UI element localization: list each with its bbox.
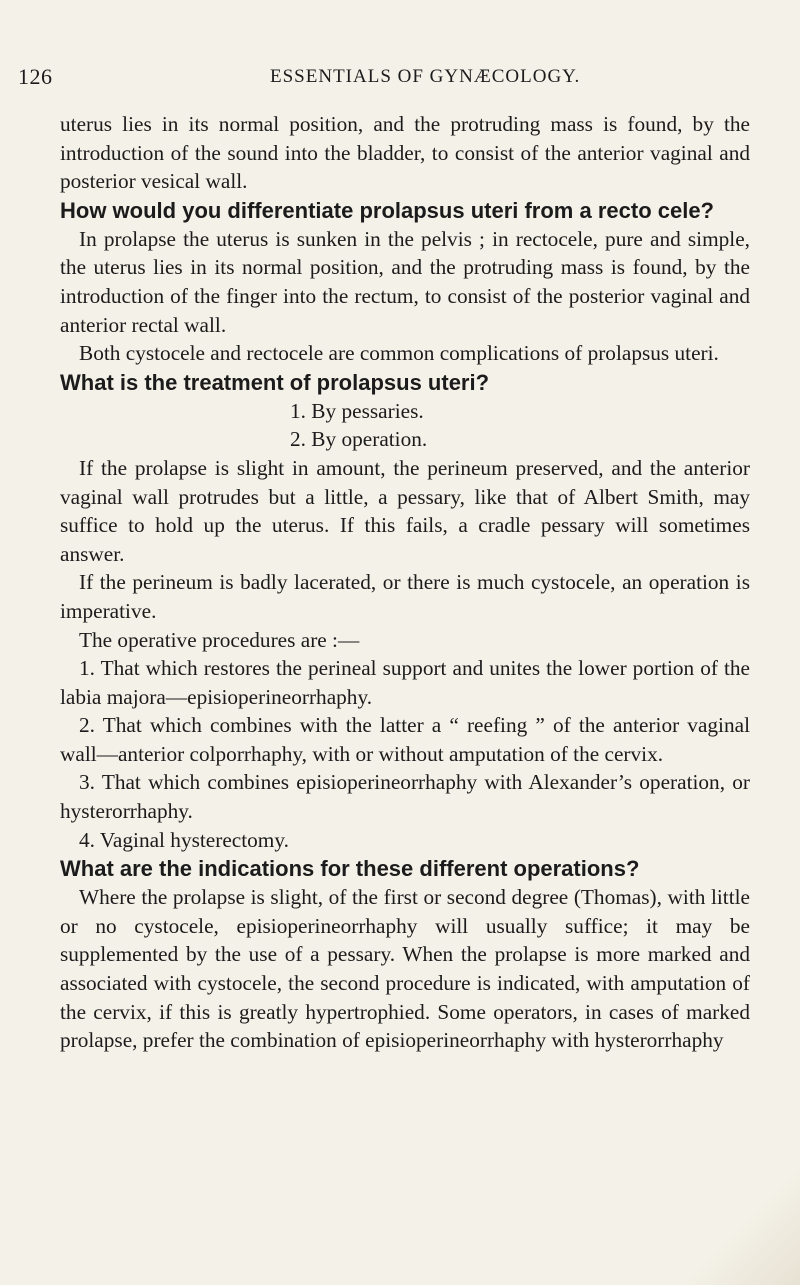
page-number: 126 — [18, 64, 53, 89]
question-heading: How would you differentiate prolapsus uteri from a recto cele? — [60, 197, 714, 223]
list-item: 1. That which restores the perineal support and unites the lower portion of the labia majora—episioperineorrhaphy. — [60, 656, 750, 709]
paragraph: In prolapse the uterus is sunken in the pelvis ; in rectocele, pure and simple, the uterus lies in its normal position, and the protruding mass is found, by the introduction of the finger into the rectum, to consist of the posterior vaginal and anterior rectal wall. — [60, 226, 750, 337]
list-item: 1. By pessaries. — [290, 398, 424, 423]
paragraph: Where the prolapse is slight, of the first or second degree (Thomas), with little or no cystocele, episioperineorrhaphy will usually suffice; it may be supplemented by the use of a pessary. When the prolapse is more marked and associated with cystocele, the second procedure is indicated, with amputation of the cervix, if this is greatly hypertrophied. Some operators, in cases of marked prolapse, prefer the combination of episioperineorrhaphy with hysterorrhaphy — [60, 885, 750, 1053]
page-shadow — [680, 1165, 800, 1285]
paragraph: The operative procedures are :— — [79, 627, 360, 652]
paragraph: If the prolapse is slight in amount, the perineum preserved, and the anterior vaginal wall protrudes but a little, a pessary, like that of Albert Smith, may suffice to hold up the uterus. If this fails, a cradle pessary will sometimes answer. — [60, 455, 750, 566]
paragraph: Both cystocele and rectocele are common complications of prolapsus uteri. — [79, 341, 719, 366]
page-body — [60, 110, 750, 1055]
question-heading: What is the treatment of prolapsus uteri? — [60, 369, 490, 395]
list-item: 2. That which combines with the latter a “ reefing ” of the anterior vaginal wall—anterior colporrhaphy, with or without amputation of the cervix. — [60, 713, 750, 766]
list-item: 4. Vaginal hysterectomy. — [79, 827, 289, 852]
list-item: 2. By operation. — [290, 427, 428, 452]
paragraph: uterus lies in its normal position, and the protruding mass is found, by the introduction of the sound into the bladder, to consist of the anterior vaginal and posterior vesical wall. — [60, 112, 750, 194]
question-heading: What are the indications for these different operations? — [60, 856, 640, 882]
paragraph: If the perineum is badly lacerated, or there is much cystocele, an operation is imperative. — [60, 570, 750, 623]
page-header — [18, 64, 618, 94]
running-title: ESSENTIALS OF GYNÆCOLOGY. — [270, 66, 581, 87]
list-item: 3. That which combines episioperineorrhaphy with Alexander’s operation, or hysterorrhaphy. — [60, 770, 750, 824]
